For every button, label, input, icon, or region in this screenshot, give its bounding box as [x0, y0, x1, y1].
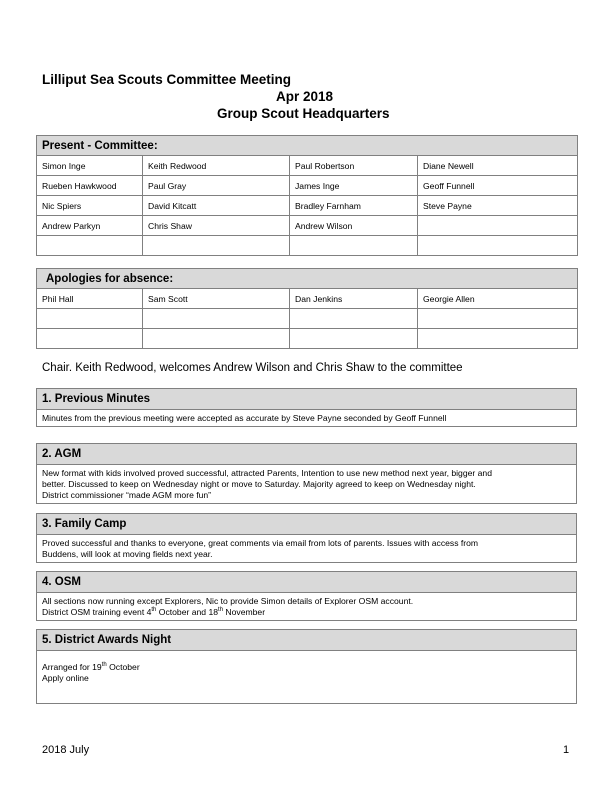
training-text: October and 18 [156, 607, 219, 617]
table-cell [418, 216, 578, 236]
section-text: Apply online [42, 673, 89, 683]
table-cell: James Inge [290, 176, 418, 196]
table-cell [37, 329, 143, 349]
table-cell: Rueben Hawkwood [37, 176, 143, 196]
table-cell [418, 329, 578, 349]
section-family-camp [36, 513, 577, 563]
ordinal-suffix: th [101, 662, 107, 669]
table-cell: Keith Redwood [143, 156, 290, 176]
present-table [36, 135, 578, 256]
table-row [37, 156, 578, 176]
footer-date: 2018 July [42, 744, 90, 756]
table-cell [290, 309, 418, 329]
table-cell [418, 309, 578, 329]
section-body [37, 535, 576, 562]
section-previous-minutes [36, 388, 577, 427]
section-text: All sections now running except Explorers, Nic to provide Simon details of Explorer OSM account. [42, 596, 414, 606]
section-body [37, 593, 576, 620]
table-cell: Diane Newell [418, 156, 578, 176]
apologies-table [36, 268, 578, 349]
table-row [37, 309, 578, 329]
table-cell [37, 236, 143, 256]
section-title: 1. Previous Minutes [37, 389, 576, 410]
table-cell: Andrew Wilson [290, 216, 418, 236]
page-number: 1 [563, 744, 570, 756]
table-cell: Phil Hall [37, 289, 143, 309]
section-title: 5. District Awards Night [37, 630, 576, 651]
table-cell [418, 236, 578, 256]
table-cell: Geoff Funnell [418, 176, 578, 196]
table-row [37, 196, 578, 216]
table-cell: David Kitcatt [143, 196, 290, 216]
section-body [37, 651, 576, 703]
section-body [37, 465, 576, 503]
present-heading: Present - Committee: [37, 136, 578, 156]
award-text: October [106, 662, 140, 672]
table-row [37, 176, 578, 196]
apologies-heading: Apologies for absence: [37, 269, 578, 289]
training-text: November [223, 607, 266, 617]
table-cell [37, 309, 143, 329]
section-text: New format with kids involved proved successful, attracted Parents, Intention to use new method next year, bigger and [42, 468, 492, 478]
table-row [37, 236, 578, 256]
table-cell: Nic Spiers [37, 196, 143, 216]
table-cell: Georgie Allen [418, 289, 578, 309]
table-cell: Simon Inge [37, 156, 143, 176]
table-cell: Dan Jenkins [290, 289, 418, 309]
section-title: 3. Family Camp [37, 514, 576, 535]
section-title: 4. OSM [37, 572, 576, 593]
table-row [37, 216, 578, 236]
table-cell: Chris Shaw [143, 216, 290, 236]
ordinal-suffix: th [218, 607, 224, 614]
meeting-date: Apr 2018 [276, 89, 334, 104]
table-cell [143, 309, 290, 329]
table-cell [143, 329, 290, 349]
meeting-location: Group Scout Headquarters [217, 106, 390, 121]
table-cell: Andrew Parkyn [37, 216, 143, 236]
award-text: Arranged for 19 [42, 662, 102, 672]
section-body [37, 410, 576, 426]
table-row [37, 289, 578, 309]
section-text: District commissioner “made AGM more fun” [42, 490, 212, 500]
section-text: Proved successful and thanks to everyone, great comments via email from lots of parents. Issues with access from [42, 538, 479, 548]
table-cell: Paul Gray [143, 176, 290, 196]
award-date-line [42, 662, 571, 673]
table-cell: Bradley Farnham [290, 196, 418, 216]
table-cell: Sam Scott [143, 289, 290, 309]
table-row [37, 329, 578, 349]
section-text: Minutes from the previous meeting were accepted as accurate by Steve Payne seconded by Geoff Funnell [42, 413, 447, 423]
training-text: District OSM training event 4 [42, 607, 152, 617]
section-text: Buddens, will look at moving fields next year. [42, 549, 213, 559]
table-cell: Steve Payne [418, 196, 578, 216]
table-cell [290, 329, 418, 349]
table-cell: Paul Robertson [290, 156, 418, 176]
section-district-awards [36, 629, 577, 704]
section-text: better. Discussed to keep on Wednesday night or move to Saturday. Majority agreed to keep on Wednesday night. [42, 479, 476, 489]
chair-statement: Chair. Keith Redwood, welcomes Andrew Wilson and Chris Shaw to the committee [42, 362, 463, 374]
table-cell [143, 236, 290, 256]
meeting-title: Lilliput Sea Scouts Committee Meeting [42, 72, 292, 87]
section-title: 2. AGM [37, 444, 576, 465]
ordinal-suffix: th [151, 607, 157, 614]
section-osm [36, 571, 577, 621]
table-cell [290, 236, 418, 256]
section-agm [36, 443, 577, 504]
osm-training-line [42, 607, 571, 618]
